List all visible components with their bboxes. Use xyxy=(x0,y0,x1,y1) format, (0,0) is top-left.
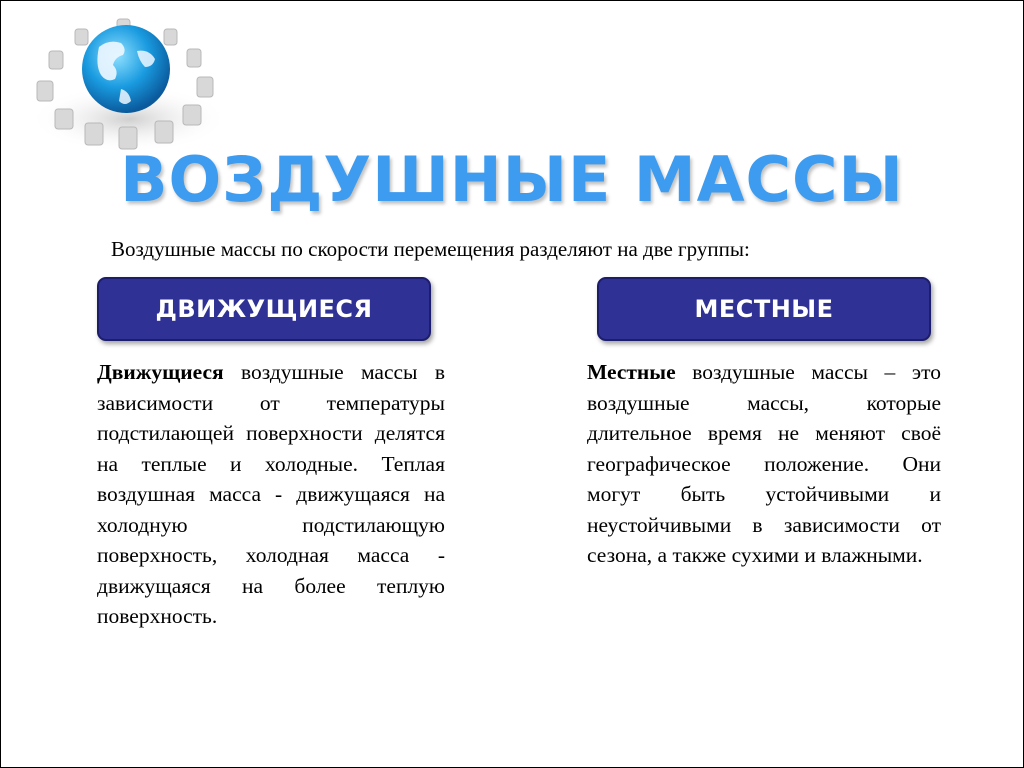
local-group-label: МЕСТНЫЕ xyxy=(597,277,931,341)
slide-title: ВОЗДУШНЫЕ МАССЫ xyxy=(120,143,904,216)
moving-group-label: ДВИЖУЩИЕСЯ xyxy=(97,277,431,341)
globe-with-chairs-icon xyxy=(19,11,234,161)
slide-subtitle: Воздушные массы по скорости перемещения разделяют на две группы: xyxy=(111,237,750,261)
local-group-text: воздушные массы – это воздушные массы, которые длительное время не меняют своё географическое положение. Они могут быть устойчивыми и неустойчивыми в зависимости от сезона, а также сухими и влажными. xyxy=(587,360,941,567)
moving-group-text: воздушные массы в зависимости от температуры подстилающей поверхности делятся на теплые и холодные. Теплая воздушная масса - движущаяся на холодную подстилающую поверхность, холодная масса - движущаяся на более теплую поверхность. xyxy=(97,360,445,628)
local-group-description xyxy=(587,357,941,571)
local-group-term: Местные xyxy=(587,360,676,384)
moving-group-term: Движущиеся xyxy=(97,360,224,384)
moving-group-description xyxy=(97,357,445,632)
